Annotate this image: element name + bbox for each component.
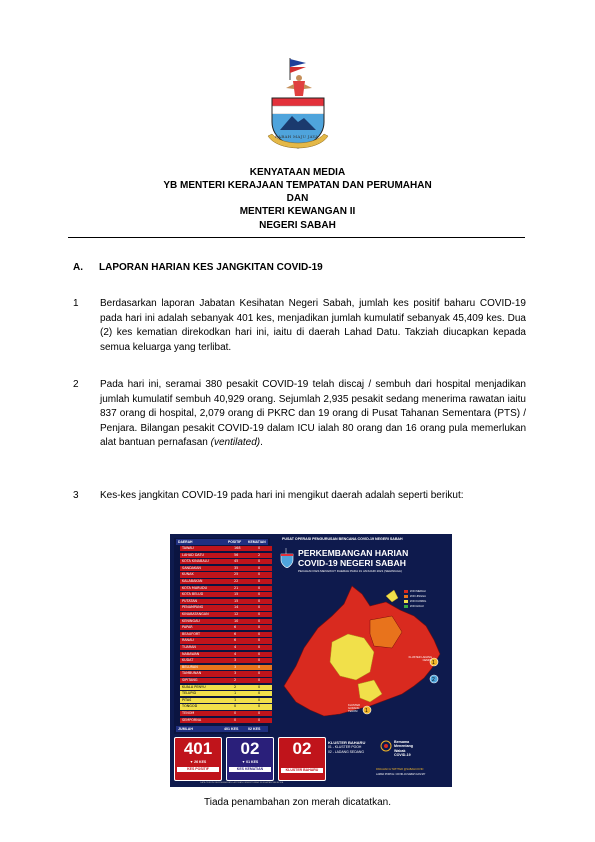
- district-name: BELURAN: [182, 664, 198, 669]
- table-row: [180, 579, 272, 584]
- campaign-text: Bersama Menentang Wabak COVID-19: [394, 740, 413, 758]
- district-name: TELUPID: [182, 691, 197, 696]
- district-name: KENINGAU: [182, 618, 200, 623]
- district-name: KALABAKAN: [182, 579, 203, 583]
- paragraph-text: Pada hari ini, seramai 380 pesakit COVID-19 telah discaj / sembuh dari hospital menjadikan jumlah kumulatif sembuh 40,929 orang. Sejumlah 2,935 pesakit sedang menerima rawatan iaitu 837 orang di hospital, 2,079 orang di PKRC dan 19 orang di Pusat Tahanan Sementara (PTS) / Penjara. Bilangan pesakit COVID-19 dalam ICU ialah 80 orang dan 16 orang pula memerlukan alat bantuan pernafasan (ventilated).: [100, 379, 526, 449]
- table-row: [180, 553, 272, 558]
- district-positive: 3: [234, 664, 237, 669]
- table-row: [180, 718, 272, 723]
- district-death: 0: [258, 684, 261, 689]
- district-name: TUARAN: [182, 645, 196, 649]
- district-positive: 1: [234, 697, 237, 702]
- sabah-crest-logo: [266, 56, 330, 154]
- district-death: 2: [258, 552, 261, 557]
- infographic-title-1: PERKEMBANGAN HARIAN: [298, 548, 409, 558]
- district-name: KUNAK: [182, 572, 194, 577]
- district-positive: 2: [234, 684, 237, 689]
- district-positive: 25: [234, 572, 239, 577]
- district-positive: 6: [234, 631, 237, 636]
- infographic-subtitle: PECAHAN KES MENGIKUT DAERAH PADA 31 JANUARI 2021 (SEHINGGA): [298, 569, 402, 573]
- district-death: 0: [258, 546, 261, 550]
- district-positive: 2: [234, 678, 237, 682]
- district-name: PENAMPANG: [182, 605, 204, 610]
- table-row: [180, 566, 272, 571]
- table-row: [180, 546, 272, 551]
- table-row: [180, 652, 272, 657]
- kluster-info: KLUSTER BAHARU 01 - KLUSTER POOH 02 - LADANG SEDANG: [328, 740, 366, 754]
- district-death: 0: [258, 579, 261, 583]
- svg-text:2: 2: [432, 677, 435, 683]
- district-name: KINABATANGAN: [182, 612, 209, 616]
- district-death: 0: [258, 605, 261, 610]
- district-positive: 10: [234, 618, 239, 623]
- paragraph-text: Kes-kes jangkitan COVID-19 pada hari ini mengikut daerah adalah seperti berikut:: [100, 490, 464, 501]
- table-row: [180, 691, 272, 696]
- district-positive: 14: [234, 605, 239, 610]
- table-row: [180, 698, 272, 703]
- district-positive: 21: [234, 585, 239, 590]
- district-death: 0: [258, 717, 261, 722]
- district-name: TAWAU: [182, 546, 194, 550]
- map-legend: ZON MERAH ZON JINGGA ZON KUNING ZON HIJAU: [410, 590, 427, 608]
- table-header: DAERAH POSITIF KEMATIAN: [176, 539, 268, 545]
- sabah-logo-icon: [280, 548, 294, 568]
- district-name: SEMPORNA: [182, 717, 202, 722]
- district-death: 0: [258, 671, 261, 676]
- district-positive: 1: [234, 691, 237, 696]
- district-name: PAPAR: [182, 625, 193, 630]
- district-name: TENOM: [182, 711, 195, 715]
- table-row: [180, 711, 272, 716]
- district-name: PUTATAN: [182, 598, 198, 603]
- covid-infographic: [170, 534, 452, 787]
- district-death: 0: [258, 658, 261, 663]
- district-death: 0: [258, 651, 261, 656]
- district-death: 0: [258, 625, 261, 630]
- table-row: [180, 586, 272, 591]
- table-row: [180, 665, 272, 670]
- section-letter: A.: [73, 262, 83, 273]
- table-row: [180, 704, 272, 709]
- district-positive: 12: [234, 612, 239, 616]
- table-total: JUMLAH 401 KES 02 KES: [176, 726, 268, 732]
- district-death: 0: [258, 664, 261, 669]
- map-label-1: KLUSTER LADANG CEMOT: [408, 656, 432, 662]
- district-death: 0: [258, 638, 261, 643]
- table-row: [180, 685, 272, 690]
- district-death: 0: [258, 697, 261, 702]
- social-note: PADAHAN & TWITTER @SABAHCOVID: [376, 768, 424, 771]
- tile-kluster-baharu: 02 KLUSTER BAHARU: [278, 737, 326, 781]
- paragraph-number: 2: [73, 379, 79, 390]
- top-banner: PUSAT OPERASI PENGURUSAN BENCANA COVID-19 NEGERI SABAH: [282, 537, 403, 541]
- infographic-title-2: COVID-19 NEGERI SABAH: [298, 558, 406, 568]
- district-name: BEAUFORT: [182, 631, 201, 636]
- portal-note: LAMAN PORTAL: COVID-19.SABAH.GOV.MY: [376, 773, 426, 776]
- district-positive: 6: [234, 625, 237, 630]
- table-row: [180, 625, 272, 630]
- table-row: [180, 671, 272, 676]
- section-heading: [73, 262, 323, 273]
- district-death: 0: [258, 565, 261, 570]
- district-death: 0: [258, 598, 261, 603]
- district-positive: 35: [234, 565, 239, 570]
- table-row: [180, 599, 272, 604]
- crest-motto: SABAH MAJU JAYA: [275, 134, 319, 139]
- ventilated-italic: (ventilated): [210, 437, 261, 449]
- table-row: [180, 632, 272, 637]
- bottom-note: DATA TERKINI BERDASARKAN LAPORAN KEMENTERIAN KESIHATAN MALAYSIA: [200, 782, 284, 784]
- district-positive: 4: [234, 651, 237, 656]
- infographic-caption: Tiada penambahan zon merah dicatatkan.: [204, 797, 391, 808]
- district-name: KOTA KINABALU: [182, 559, 209, 564]
- district-death: 0: [258, 585, 261, 590]
- table-row: [180, 612, 272, 617]
- district-name: NABAWAN: [182, 651, 200, 656]
- table-row: [180, 559, 272, 564]
- district-death: 0: [258, 592, 261, 597]
- section-title: LAPORAN HARIAN KES JANGKITAN COVID-19: [99, 262, 323, 273]
- district-positive: 15: [234, 598, 239, 603]
- table-row: [180, 678, 272, 683]
- district-positive: 6: [234, 638, 237, 643]
- district-name: KOTA MARUDU: [182, 585, 208, 590]
- district-death: 0: [258, 691, 261, 696]
- district-positive: 22: [234, 579, 239, 583]
- district-name: TAMBUNAN: [182, 671, 202, 676]
- header-line3: DAN: [286, 193, 309, 204]
- paragraph-3: [73, 489, 526, 504]
- header-line2: YB MENTERI KERAJAAN TEMPATAN DAN PERUMAHAN: [163, 180, 432, 191]
- district-positive: 56: [234, 552, 239, 557]
- paragraph-1: [73, 297, 526, 355]
- district-death: 0: [258, 645, 261, 649]
- table-row: [180, 645, 272, 650]
- district-name: LAHAD DATU: [182, 552, 205, 557]
- district-positive: 3: [234, 671, 237, 676]
- district-positive: 0: [234, 711, 237, 715]
- district-death: 0: [258, 559, 261, 564]
- paragraph-number: 1: [73, 298, 79, 309]
- table-row: [180, 619, 272, 624]
- district-positive: 15: [234, 592, 239, 597]
- district-death: 0: [258, 618, 261, 623]
- district-name: RANAU: [182, 638, 194, 643]
- table-row: [180, 605, 272, 610]
- tile-kes-positif: 401 ▼ 26 KES KES POSITIF: [174, 737, 222, 781]
- table-row: [180, 638, 272, 643]
- table-row: [180, 572, 272, 577]
- header-line5: NEGERI SABAH: [259, 220, 336, 231]
- district-name: PITAS: [182, 697, 192, 702]
- district-name: KUALA PENYU: [182, 684, 206, 689]
- district-positive: 0: [234, 704, 237, 709]
- table-row: [180, 592, 272, 597]
- svg-text:1: 1: [432, 660, 435, 666]
- paragraph-2: [73, 378, 526, 451]
- tile-kes-kematian: 02 ▼ 01 KES KES KEMATIAN: [226, 737, 274, 781]
- district-name: SIPITANG: [182, 678, 198, 682]
- district-positive: 45: [234, 559, 239, 564]
- district-death: 0: [258, 678, 261, 682]
- svg-text:1: 1: [365, 708, 368, 714]
- district-name: TONGOD: [182, 704, 198, 709]
- district-death: 0: [258, 612, 261, 616]
- district-positive: 4: [234, 645, 237, 649]
- district-death: 0: [258, 704, 261, 709]
- district-positive: 168: [234, 546, 241, 550]
- district-table: [174, 538, 270, 734]
- district-positive: 0: [234, 717, 237, 722]
- campaign-logo-icon: [380, 740, 392, 752]
- district-death: 0: [258, 631, 261, 636]
- table-row: [180, 658, 272, 663]
- header-divider: [68, 237, 525, 238]
- paragraph-text: Berdasarkan laporan Jabatan Kesihatan Negeri Sabah, jumlah kes positif baharu COVID-19 pada hari ini adalah sebanyak 401 kes, menjadikan jumlah kumulatif sebanyak 45,409 kes. Dua (2) kes kematian direkodkan hari ini, iaitu di daerah Lahad Datu. Takziah diucapkan kepada semua keluarga yang terlibat.: [100, 298, 526, 353]
- district-name: KUDAT: [182, 658, 194, 663]
- header-line1: KENYATAAN MEDIA: [249, 167, 346, 178]
- header-line4: MENTERI KEWANGAN II: [239, 206, 356, 217]
- district-name: KOTA BELUD: [182, 592, 204, 597]
- district-death: 0: [258, 572, 261, 577]
- map-label-2: KLUSTER GUDANG TENOM: [348, 704, 360, 713]
- district-name: SANDAKAN: [182, 565, 201, 570]
- paragraph-number: 3: [73, 490, 79, 501]
- district-positive: 3: [234, 658, 237, 663]
- district-death: 0: [258, 711, 261, 715]
